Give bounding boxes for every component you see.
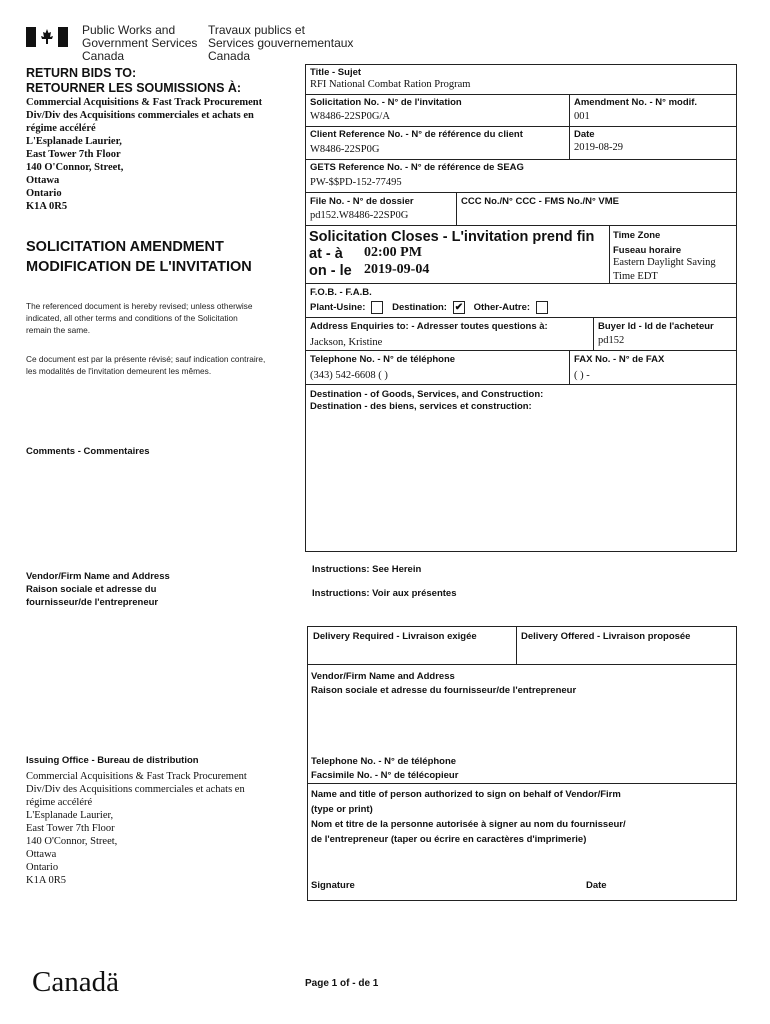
plant-usine-checkbox[interactable] — [371, 301, 383, 314]
instructions-en: Instructions: See Herein — [312, 564, 422, 575]
telephone-label: Telephone No. - N° de téléphone — [310, 354, 456, 365]
return-bids-address: Commercial Acquisitions & Fast Track Procurement Div/Div des Acquisitions commerciales et achats en régime accéléré L'Esplanade Laurier, East Tower 7th Floor 140 O'Connor, Street, Ottawa Ontario K1A 0R5 — [26, 97, 263, 212]
signature-label: Signature — [311, 880, 355, 891]
date-sign-label: Date — [586, 880, 607, 891]
plant-usine-label: Plant-Usine: — [310, 302, 366, 314]
page-number: Page 1 of - de 1 — [305, 978, 379, 989]
amendment-title: SOLICITATION AMENDMENT MODIFICATION DE L'INVITATION — [26, 239, 252, 275]
vendor-tel-fax-label: Telephone No. - N° de téléphone Facsimile No. - N° de télécopieur — [311, 756, 459, 781]
address-enquiries-value: Jackson, Kristine — [310, 337, 383, 348]
canada-flag-icon — [26, 27, 68, 47]
authorized-person-label: Name and title of person authorized to sign on behalf of Vendor/Firm (type or print) Nom et titre de la personne autorisée à signer au nom du fournisseur/ de l'entrepreneur (taper ou écrire en caractères d'imprimerie) — [311, 789, 626, 845]
fob-label: F.O.B. - F.A.B. — [310, 287, 372, 298]
department-name-fr: Travaux publics et Services gouvernementaux Canada — [208, 23, 354, 63]
address-enquiries-label: Address Enquiries to: - Adresser toutes questions à: — [310, 321, 548, 332]
destination-goods-label: Destination - of Goods, Services, and Construction: Destination - des biens, services et construction: — [310, 389, 544, 412]
file-no-label: File No. - N° de dossier — [310, 196, 414, 207]
other-autre-label: Other-Autre: — [473, 302, 531, 314]
closes-time: 02:00 PM — [364, 245, 422, 260]
file-no-value: pd152.W8486-22SP0G — [310, 210, 409, 221]
time-zone-value: Eastern Daylight Saving Time EDT — [613, 257, 716, 282]
solicitation-closes-title: Solicitation Closes - L'invitation prend fin — [309, 229, 595, 245]
fax-label: FAX No. - N° de FAX — [574, 354, 665, 365]
date-value: 2019-08-29 — [574, 142, 623, 153]
amendment-note-en: The referenced document is hereby revised; unless otherwise indicated, all other terms and conditions of the Solicitation remain the same. — [26, 301, 253, 335]
delivery-offered-label: Delivery Offered - Livraison proposée — [521, 631, 691, 642]
gets-ref-value: PW-$$PD-152-77495 — [310, 177, 402, 188]
solicitation-no-label: Solicitation No. - N° de l'invitation — [310, 97, 462, 108]
telephone-value: (343) 542-6608 ( ) — [310, 370, 388, 381]
delivery-required-label: Delivery Required - Livraison exigée — [313, 631, 477, 642]
vendor-firm-label: Vendor/Firm Name and Address Raison sociale et adresse du fournisseur/de l'entrepreneur — [311, 671, 577, 696]
other-autre-checkbox[interactable] — [536, 301, 548, 314]
time-zone-label: Time Zone Fuseau horaire — [613, 230, 682, 256]
destination-label: Destination: — [392, 302, 447, 314]
amendment-no-value: 001 — [574, 111, 590, 122]
date-label: Date — [574, 129, 595, 140]
canada-wordmark: Canadä — [32, 966, 119, 998]
return-bids-title: RETURN BIDS TO: RETOURNER LES SOUMISSIONS À: — [26, 66, 242, 95]
closes-on-label: on - le — [309, 263, 352, 279]
department-name-en: Public Works and Government Services Canada — [82, 23, 198, 63]
comments-label: Comments - Commentaires — [26, 446, 150, 457]
client-ref-label: Client Reference No. - N° de référence du client — [310, 129, 523, 140]
closes-at-label: at - à — [309, 246, 343, 262]
instructions-fr: Instructions: Voir aux présentes — [312, 588, 457, 599]
ccc-no-label: CCC No./N° CCC - FMS No./N° VME — [461, 196, 620, 207]
buyer-id-value: pd152 — [598, 335, 625, 346]
title-label: Title - Sujet — [310, 67, 362, 78]
amendment-no-label: Amendment No. - N° modif. — [574, 97, 698, 108]
issuing-office-address: Commercial Acquisitions & Fast Track Procurement Div/Div des Acquisitions commerciales et achats en régime accéléré L'Esplanade Laurier, East Tower 7th Floor 140 O'Connor, Street, Ottawa Ontario K1A 0R5 — [26, 771, 247, 886]
closes-date: 2019-09-04 — [364, 262, 430, 277]
fob-options — [310, 301, 554, 314]
amendment-note-fr: Ce document est par la présente révisé; sauf indication contraire, les modalités de l'invitation demeurent les mêmes. — [26, 354, 266, 376]
solicitation-no-value: W8486-22SP0G/A — [310, 111, 390, 122]
vendor-left-label: Vendor/Firm Name and Address Raison sociale et adresse du fournisseur/de l'entrepreneur — [26, 571, 170, 608]
client-ref-value: W8486-22SP0G — [310, 144, 380, 155]
fax-value: ( ) - — [574, 370, 590, 381]
destination-checkbox[interactable]: ✔ — [454, 302, 464, 313]
title-value: RFI National Combat Ration Program — [310, 79, 471, 90]
issuing-office-label: Issuing Office - Bureau de distribution — [26, 755, 199, 766]
buyer-id-label: Buyer Id - Id de l'acheteur — [598, 321, 714, 332]
gets-ref-label: GETS Reference No. - N° de référence de SEAG — [310, 162, 524, 173]
